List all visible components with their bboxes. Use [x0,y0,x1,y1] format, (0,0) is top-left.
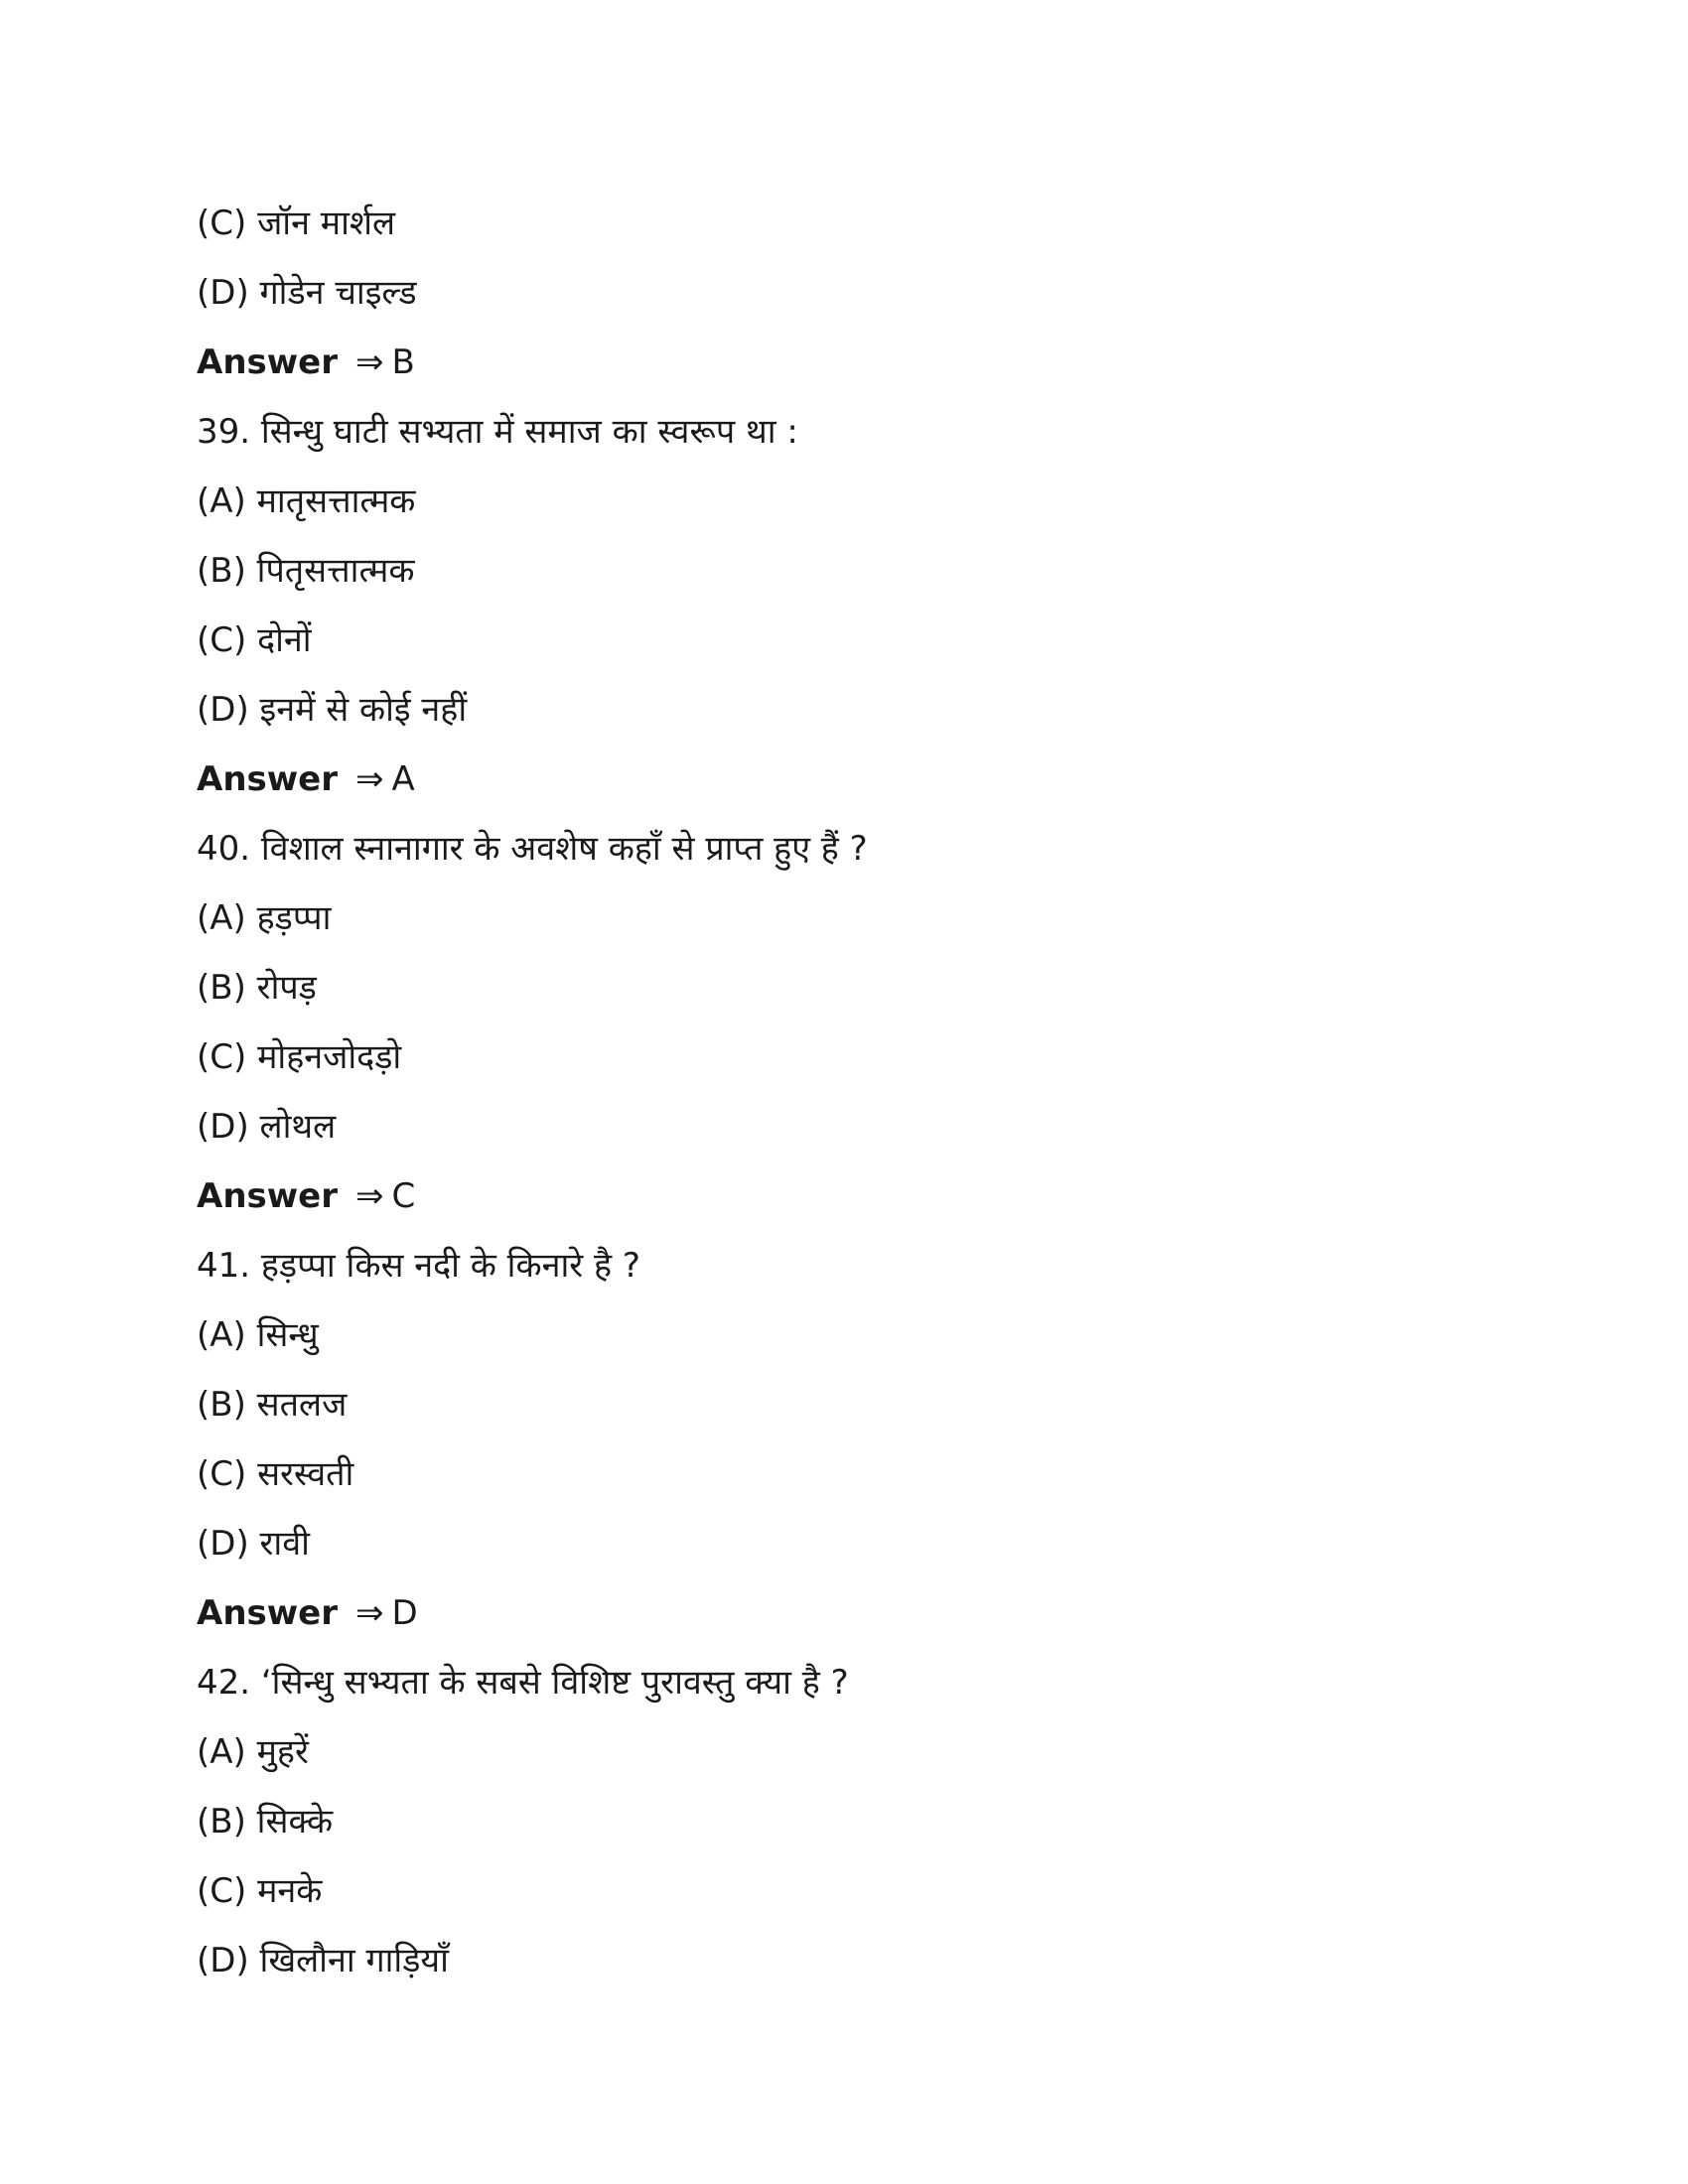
option-line: (D) गोडेन चाइल्ड [197,273,417,313]
option-line: (C) मनके [197,1871,323,1911]
option-line: (C) दोनों [197,620,312,660]
right-double-arrow-icon: ⇒ [355,759,384,799]
right-double-arrow-icon: ⇒ [355,1593,384,1633]
option-line: (D) इनमें से कोई नहीं [197,690,468,730]
option-line: (A) मातृसत्तात्मक [197,481,416,521]
question-line: 41. हड़प्पा किस नदी के किनारे है ? [197,1246,640,1286]
answer-line [197,745,1487,814]
question-line: 39. सिन्धु घाटी सभ्यता में समाज का स्वरूप था : [197,412,798,452]
question-line: 40. विशाल स्नानागार के अवशेष कहाँ से प्राप्त हुए हैं ? [197,829,868,869]
option-line: (A) हड़प्पा [197,898,332,938]
option-line: (C) जॉन मार्शल [197,204,396,243]
option-line: (B) सतलज [197,1385,348,1425]
option-line: (C) मोहनजोदड़ो [197,1037,402,1077]
right-double-arrow-icon: ⇒ [355,342,384,382]
option-line: (D) खिलौना गाड़ियाँ [197,1941,449,1980]
answer-label: Answer [197,1593,338,1633]
option-line: (B) पितृसत्तात्मक [197,551,415,591]
option-line: (C) सरस्वती [197,1454,354,1494]
option-line: (B) सिक्के [197,1802,334,1842]
option-line: (A) मुहरें [197,1732,309,1772]
right-double-arrow-icon: ⇒ [355,1176,384,1216]
option-line: (B) रोपड़ [197,968,317,1008]
quiz-content [197,189,1487,1995]
answer-line [197,1161,1487,1231]
answer-line [197,1578,1487,1648]
answer-value: A [391,759,415,799]
answer-label: Answer [197,759,338,799]
answer-value: D [391,1593,418,1633]
answer-label: Answer [197,1176,338,1216]
option-line: (A) सिन्धु [197,1315,319,1355]
answer-value: B [391,342,415,382]
answer-label: Answer [197,342,338,382]
answer-value: C [391,1176,416,1216]
answer-line [197,328,1487,397]
option-line: (D) रावी [197,1524,310,1564]
option-line: (D) लोथल [197,1107,337,1147]
question-line: 42. ‘सिन्धु सभ्यता के सबसे विशिष्ट पुरावस्तु क्या है ? [197,1663,849,1703]
